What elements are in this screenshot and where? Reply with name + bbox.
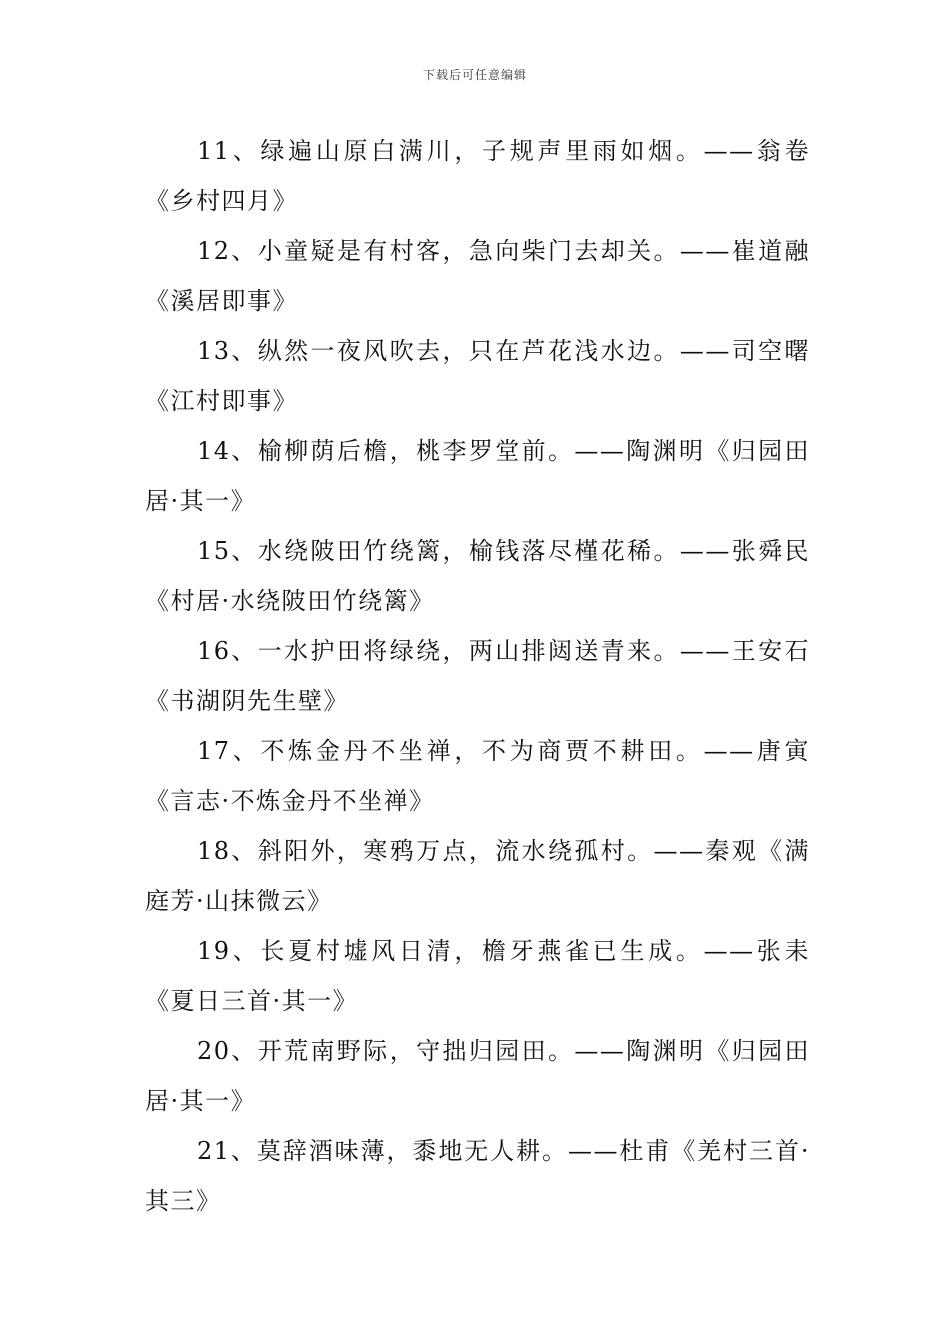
poem-entry: 16、一水护田将绿绕，两山排闼送青来。——王安石《书湖阴先生壁》 xyxy=(145,637,810,715)
poem-entry: 19、长夏村墟风日清，檐牙燕雀已生成。——张耒《夏日三首·其一》 xyxy=(145,937,810,1015)
header-note: 下载后可任意编辑 xyxy=(422,68,527,82)
poem-entry: 21、莫辞酒味薄，黍地无人耕。——杜甫《羌村三首·其三》 xyxy=(145,1137,810,1215)
poem-entry: 13、纵然一夜风吹去，只在芦花浅水边。——司空曙《江村即事》 xyxy=(145,337,810,415)
poem-entry: 14、榆柳荫后檐，桃李罗堂前。——陶渊明《归园田居·其一》 xyxy=(145,437,810,515)
poem-entry: 11、绿遍山原白满川，子规声里雨如烟。——翁卷《乡村四月》 xyxy=(145,137,810,215)
poem-entry: 12、小童疑是有村客，急向柴门去却关。——崔道融《溪居即事》 xyxy=(145,237,810,315)
poem-entry: 20、开荒南野际，守拙归园田。——陶渊明《归园田居·其一》 xyxy=(145,1037,810,1115)
poem-entry: 15、水绕陂田竹绕篱，榆钱落尽槿花稀。——张舜民《村居·水绕陂田竹绕篱》 xyxy=(145,537,810,615)
poem-entry: 17、不炼金丹不坐禅，不为商贾不耕田。——唐寅《言志·不炼金丹不坐禅》 xyxy=(145,737,810,815)
poem-entry: 18、斜阳外，寒鸦万点，流水绕孤村。——秦观《满庭芳·山抹微云》 xyxy=(145,837,810,915)
poem-entry-list xyxy=(145,126,810,1226)
